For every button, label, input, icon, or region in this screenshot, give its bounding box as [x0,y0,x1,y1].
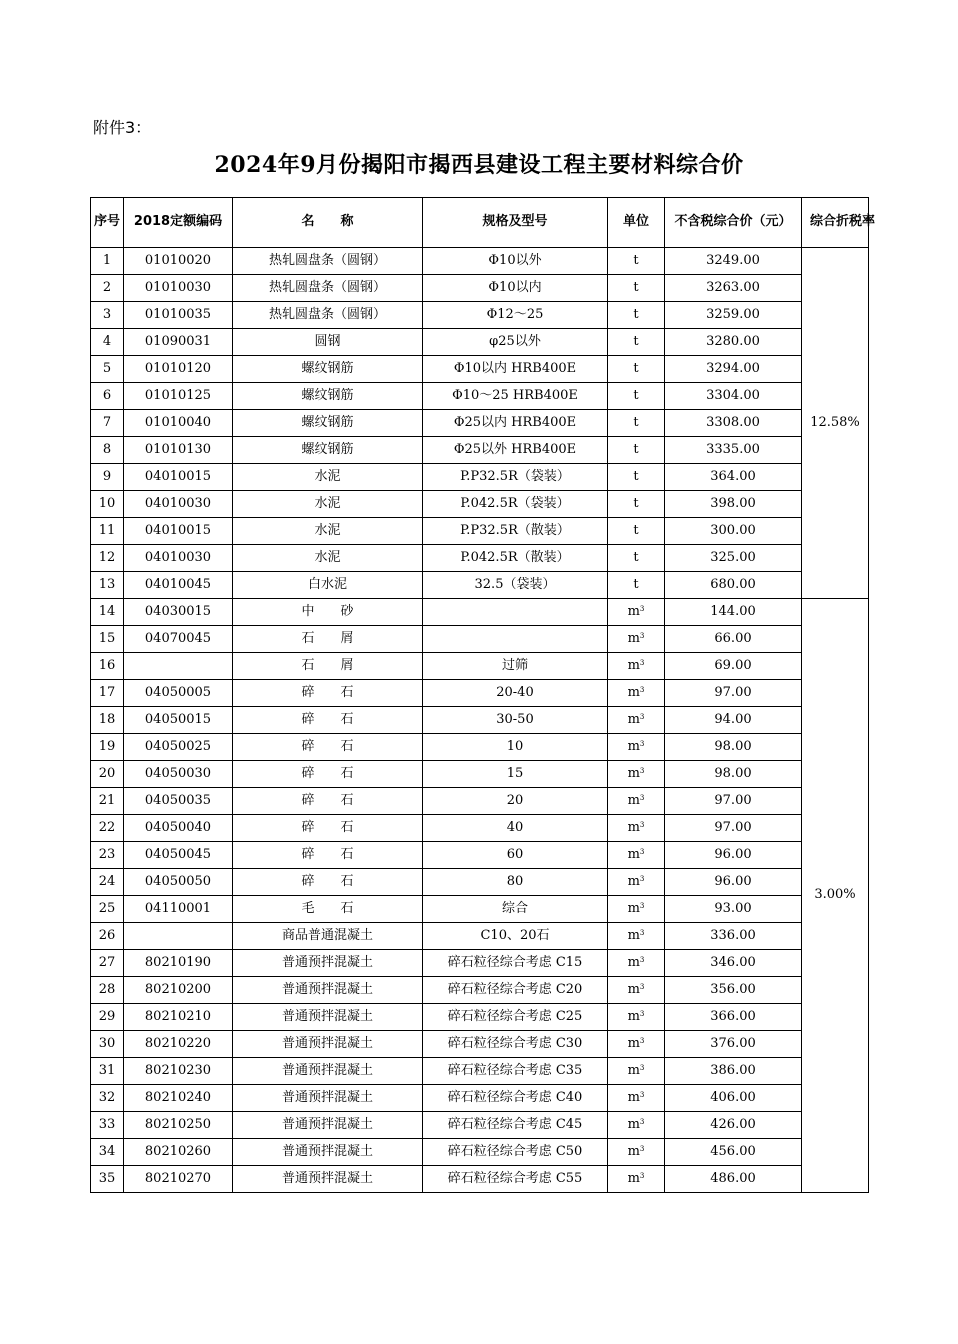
row-unit: t [608,302,665,329]
row-price: 66.00 [665,626,802,653]
row-code: 80210250 [124,1112,233,1139]
row-code: 01010040 [124,410,233,437]
row-price: 97.00 [665,788,802,815]
row-code: 80210240 [124,1085,233,1112]
row-spec: 碎石粒径综合考虑 C45 [423,1112,608,1139]
row-unit: $m^3$ [608,1031,665,1058]
row-seq: 17 [91,680,124,707]
row-seq: 24 [91,869,124,896]
row-name: 中 砂 [233,599,423,626]
row-seq: 26 [91,923,124,950]
row-unit: $m^3$ [608,869,665,896]
row-price: 3263.00 [665,275,802,302]
table-row [91,1004,869,1031]
row-name: 热轧圆盘条（圆钢） [233,302,423,329]
row-price: 456.00 [665,1139,802,1166]
row-name: 普通预拌混凝土 [233,1166,423,1193]
header-rate [802,198,876,248]
row-seq: 12 [91,545,124,572]
header-spec: 规格及型号 [423,198,608,248]
row-spec: 60 [423,842,608,869]
row-name: 水泥 [233,491,423,518]
table-row [91,464,869,491]
table-row [91,518,869,545]
rate-cell: 3.00% [802,599,869,1193]
table-row [91,815,869,842]
row-unit: $m^3$ [608,788,665,815]
row-unit: $m^3$ [608,680,665,707]
row-code: 80210210 [124,1004,233,1031]
row-seq: 4 [91,329,124,356]
row-price: 486.00 [665,1166,802,1193]
row-unit: t [608,491,665,518]
table-row [91,572,869,599]
row-name: 螺纹钢筋 [233,437,423,464]
table-row [91,1031,869,1058]
row-name: 碎 石 [233,680,423,707]
row-seq: 3 [91,302,124,329]
row-name: 普通预拌混凝土 [233,1058,423,1085]
row-spec: 碎石粒径综合考虑 C40 [423,1085,608,1112]
row-name: 普通预拌混凝土 [233,1004,423,1031]
row-seq: 9 [91,464,124,491]
row-spec: P.042.5R（袋装） [423,491,608,518]
row-price: 3308.00 [665,410,802,437]
row-name: 商品普通混凝土 [233,923,423,950]
row-seq: 2 [91,275,124,302]
table-row [91,302,869,329]
table-body [91,248,869,1193]
row-unit: $m^3$ [608,815,665,842]
row-spec: 30-50 [423,707,608,734]
row-name: 普通预拌混凝土 [233,1085,423,1112]
row-price: 3335.00 [665,437,802,464]
table-row [91,761,869,788]
row-unit: $m^3$ [608,977,665,1004]
row-code: 04050030 [124,761,233,788]
row-price: 346.00 [665,950,802,977]
row-unit: t [608,518,665,545]
row-price: 336.00 [665,923,802,950]
row-name: 螺纹钢筋 [233,356,423,383]
row-code: 80210270 [124,1166,233,1193]
row-price: 325.00 [665,545,802,572]
row-seq: 5 [91,356,124,383]
row-unit: t [608,275,665,302]
row-seq: 32 [91,1085,124,1112]
row-unit: $m^3$ [608,734,665,761]
table-row [91,1058,869,1085]
row-spec: 碎石粒径综合考虑 C35 [423,1058,608,1085]
document-title: 2024年9月份揭阳市揭西县建设工程主要材料综合价 [214,152,744,178]
row-code: 04010015 [124,518,233,545]
row-unit: $m^3$ [608,599,665,626]
row-price: 96.00 [665,869,802,896]
table-row [91,788,869,815]
row-seq: 14 [91,599,124,626]
row-name: 螺纹钢筋 [233,383,423,410]
row-spec: 碎石粒径综合考虑 C25 [423,1004,608,1031]
table-row [91,734,869,761]
row-price: 300.00 [665,518,802,545]
row-seq: 33 [91,1112,124,1139]
row-price: 3259.00 [665,302,802,329]
row-seq: 30 [91,1031,124,1058]
row-price: 98.00 [665,734,802,761]
row-spec: 10 [423,734,608,761]
row-unit: $m^3$ [608,923,665,950]
row-name: 热轧圆盘条（圆钢） [233,248,423,275]
row-spec: φ25以外 [423,329,608,356]
row-price: 93.00 [665,896,802,923]
row-code: 04050005 [124,680,233,707]
header-name: 名 称 [233,198,423,248]
row-unit: t [608,248,665,275]
row-price: 366.00 [665,1004,802,1031]
row-spec: 80 [423,869,608,896]
row-seq: 21 [91,788,124,815]
row-unit: $m^3$ [608,653,665,680]
row-price: 3280.00 [665,329,802,356]
row-seq: 8 [91,437,124,464]
row-code: 01010125 [124,383,233,410]
row-name: 圆钢 [233,329,423,356]
row-unit: t [608,464,665,491]
row-name: 碎 石 [233,707,423,734]
row-price: 69.00 [665,653,802,680]
row-code: 80210220 [124,1031,233,1058]
row-seq: 15 [91,626,124,653]
row-price: 97.00 [665,680,802,707]
row-name: 热轧圆盘条（圆钢） [233,275,423,302]
row-unit: $m^3$ [608,842,665,869]
row-spec: P.P32.5R（散装） [423,518,608,545]
row-code: 04050045 [124,842,233,869]
row-code [124,653,233,680]
row-code: 01010120 [124,356,233,383]
row-spec: 过筛 [423,653,608,680]
row-price: 364.00 [665,464,802,491]
row-unit: t [608,383,665,410]
table-row [91,383,869,410]
row-spec: 碎石粒径综合考虑 C15 [423,950,608,977]
rate-cell: 12.58% [802,248,869,599]
row-code: 80210260 [124,1139,233,1166]
row-seq: 13 [91,572,124,599]
row-unit: t [608,572,665,599]
table-row [91,923,869,950]
row-code: 01010020 [124,248,233,275]
row-seq: 10 [91,491,124,518]
table-row [91,1085,869,1112]
row-spec: 碎石粒径综合考虑 C50 [423,1139,608,1166]
row-unit: t [608,329,665,356]
row-name: 碎 石 [233,842,423,869]
table-row [91,680,869,707]
row-price: 3249.00 [665,248,802,275]
row-spec: Φ25以外 HRB400E [423,437,608,464]
row-code: 01010035 [124,302,233,329]
row-price: 97.00 [665,815,802,842]
row-code [124,923,233,950]
table-row [91,1139,869,1166]
table-row [91,275,869,302]
row-seq: 6 [91,383,124,410]
row-seq: 16 [91,653,124,680]
attachment-label: 附件3： [93,118,152,137]
row-seq: 29 [91,1004,124,1031]
table-row [91,329,869,356]
row-spec: Φ10以内 HRB400E [423,356,608,383]
row-unit: t [608,437,665,464]
table-row [91,842,869,869]
row-code: 04050040 [124,815,233,842]
row-seq: 35 [91,1166,124,1193]
row-price: 356.00 [665,977,802,1004]
row-name: 水泥 [233,518,423,545]
table-row [91,491,869,518]
table-row [91,1166,869,1193]
row-name: 石 屑 [233,626,423,653]
row-unit: $m^3$ [608,896,665,923]
row-spec: 碎石粒径综合考虑 C30 [423,1031,608,1058]
row-spec: C10、20石 [423,923,608,950]
row-unit: $m^3$ [608,1085,665,1112]
row-unit: $m^3$ [608,1058,665,1085]
row-code: 04010015 [124,464,233,491]
row-code: 04050015 [124,707,233,734]
row-price: 144.00 [665,599,802,626]
row-code: 04070045 [124,626,233,653]
table-row [91,248,869,275]
row-name: 碎 石 [233,788,423,815]
table-row [91,1112,869,1139]
row-price: 398.00 [665,491,802,518]
row-name: 普通预拌混凝土 [233,1112,423,1139]
row-seq: 34 [91,1139,124,1166]
table-row [91,437,869,464]
row-code: 04050050 [124,869,233,896]
row-seq: 28 [91,977,124,1004]
row-seq: 1 [91,248,124,275]
table-row [91,950,869,977]
row-name: 白水泥 [233,572,423,599]
row-code: 04050035 [124,788,233,815]
row-name: 螺纹钢筋 [233,410,423,437]
row-unit: $m^3$ [608,761,665,788]
row-code: 04110001 [124,896,233,923]
row-code: 04030015 [124,599,233,626]
row-code: 04010045 [124,572,233,599]
row-unit: $m^3$ [608,1166,665,1193]
table-row [91,356,869,383]
materials-price-table [90,197,876,1193]
header-code: 2018定额编码 [124,198,233,248]
row-name: 水泥 [233,464,423,491]
row-name: 石 屑 [233,653,423,680]
row-seq: 11 [91,518,124,545]
row-spec: 碎石粒径综合考虑 C55 [423,1166,608,1193]
table-row [91,545,869,572]
row-unit: t [608,410,665,437]
row-unit: $m^3$ [608,1139,665,1166]
row-unit: $m^3$ [608,707,665,734]
row-unit: $m^3$ [608,626,665,653]
row-name: 普通预拌混凝土 [233,1031,423,1058]
row-code: 80210230 [124,1058,233,1085]
row-seq: 19 [91,734,124,761]
row-unit: $m^3$ [608,1112,665,1139]
row-price: 98.00 [665,761,802,788]
row-spec: Φ10以外 [423,248,608,275]
row-spec: 32.5（袋装） [423,572,608,599]
table-row [91,707,869,734]
row-price: 376.00 [665,1031,802,1058]
header-price: 不含税综合价（元） [665,198,802,248]
row-unit: t [608,545,665,572]
row-name: 普通预拌混凝土 [233,977,423,1004]
row-name: 碎 石 [233,869,423,896]
table-row [91,410,869,437]
row-seq: 7 [91,410,124,437]
table-header-row [91,198,869,248]
row-spec: 15 [423,761,608,788]
table-row [91,599,869,626]
row-code: 01010130 [124,437,233,464]
row-seq: 31 [91,1058,124,1085]
row-code: 80210200 [124,977,233,1004]
row-spec: 20-40 [423,680,608,707]
row-name: 毛 石 [233,896,423,923]
row-spec: Φ10～25 HRB400E [423,383,608,410]
header-seq: 序号 [91,198,124,248]
row-spec [423,626,608,653]
row-price: 386.00 [665,1058,802,1085]
row-price: 426.00 [665,1112,802,1139]
table-row [91,977,869,1004]
row-code: 01010030 [124,275,233,302]
row-seq: 22 [91,815,124,842]
row-spec: 20 [423,788,608,815]
row-price: 94.00 [665,707,802,734]
row-spec: Φ12～25 [423,302,608,329]
row-unit: t [608,356,665,383]
row-spec: 40 [423,815,608,842]
row-code: 04010030 [124,545,233,572]
table-row [91,869,869,896]
row-code: 80210190 [124,950,233,977]
row-price: 3304.00 [665,383,802,410]
row-name: 碎 石 [233,734,423,761]
header-unit: 单位 [608,198,665,248]
row-seq: 27 [91,950,124,977]
table-row [91,653,869,680]
table-row [91,626,869,653]
row-spec: Φ25以内 HRB400E [423,410,608,437]
row-name: 普通预拌混凝土 [233,1139,423,1166]
row-code: 04050025 [124,734,233,761]
row-name: 普通预拌混凝土 [233,950,423,977]
row-seq: 18 [91,707,124,734]
row-code: 01090031 [124,329,233,356]
row-code: 04010030 [124,491,233,518]
row-unit: $m^3$ [608,950,665,977]
row-name: 水泥 [233,545,423,572]
row-name: 碎 石 [233,815,423,842]
row-price: 96.00 [665,842,802,869]
row-spec: P.P32.5R（袋装） [423,464,608,491]
header-rate-text: 综合折税率 [810,214,876,230]
row-spec: 碎石粒径综合考虑 C20 [423,977,608,1004]
row-seq: 23 [91,842,124,869]
row-price: 406.00 [665,1085,802,1112]
row-seq: 20 [91,761,124,788]
row-seq: 25 [91,896,124,923]
row-unit: $m^3$ [608,1004,665,1031]
row-spec: Φ10以内 [423,275,608,302]
row-name: 碎 石 [233,761,423,788]
row-spec: 综合 [423,896,608,923]
row-price: 3294.00 [665,356,802,383]
row-spec [423,599,608,626]
row-price: 680.00 [665,572,802,599]
row-spec: P.042.5R（散装） [423,545,608,572]
table-row [91,896,869,923]
